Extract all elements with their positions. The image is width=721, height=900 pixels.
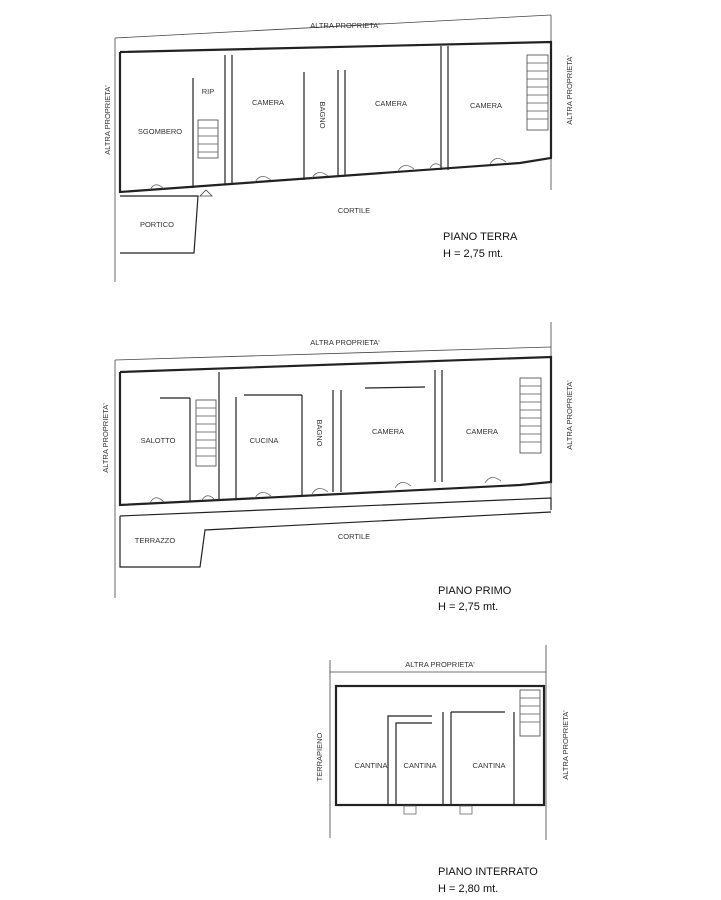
room-label: CUCINA — [249, 436, 279, 445]
north-label: ALTRA PROPRIETA' — [405, 660, 475, 669]
north-label: ALTRA PROPRIETA' — [310, 21, 380, 30]
room-label: CANTINA — [403, 761, 437, 770]
room-label: PORTICO — [139, 220, 175, 229]
floor-piano-terra — [103, 15, 574, 282]
stair-treads — [196, 408, 216, 456]
floor-piano-primo — [101, 322, 574, 613]
west-label: ALTRA PROPRIETA' — [101, 403, 110, 473]
floor-title: PIANO PRIMO — [438, 585, 512, 597]
east-label: ALTRA PROPRIETA' — [565, 55, 574, 125]
entrance-marker — [200, 190, 212, 196]
outer-wall — [120, 42, 551, 192]
floor-title: PIANO INTERRATO — [438, 866, 538, 878]
door-openings — [404, 806, 472, 814]
north-label: ALTRA PROPRIETA' — [310, 338, 380, 347]
room-label: SGOMBERO — [137, 127, 183, 136]
room-label: SALOTTO — [140, 436, 176, 445]
stair-treads — [527, 63, 548, 119]
room-label: CAMERA — [465, 427, 499, 436]
floor-height: H = 2,80 mt. — [438, 883, 499, 895]
stair-treads — [520, 698, 540, 722]
stair-treads — [198, 128, 218, 152]
stair-treads — [520, 386, 541, 442]
staircase — [520, 690, 540, 736]
door-openings — [150, 477, 501, 503]
room-label: BAGNO — [315, 419, 324, 447]
room-label: CAMERA — [251, 98, 285, 107]
room-label: CAMERA — [371, 427, 405, 436]
west-label: TERRAPIENO — [315, 732, 324, 782]
east-label: ALTRA PROPRIETA' — [565, 380, 574, 450]
courtyard-label: CORTILE — [337, 532, 371, 541]
north-boundary-line — [115, 347, 551, 360]
floor-height: H = 2,75 mt. — [443, 248, 504, 260]
partition-wall — [365, 387, 425, 388]
room-label: RIP — [201, 87, 215, 96]
east-label: ALTRA PROPRIETA' — [561, 710, 570, 780]
room-label: CAMERA — [374, 99, 408, 108]
room-label: CANTINA — [472, 761, 506, 770]
room-label: CAMERA — [469, 101, 503, 110]
floor-title: PIANO TERRA — [443, 231, 518, 243]
outer-wall — [336, 686, 544, 805]
courtyard-label: CORTILE — [337, 206, 371, 215]
terrace-wall — [120, 512, 551, 567]
west-label: ALTRA PROPRIETA' — [103, 85, 112, 155]
room-label: TERRAZZO — [134, 536, 176, 545]
floor-piano-interrato — [315, 645, 570, 895]
room-label: BAGNO — [318, 101, 327, 129]
room-label: CANTINA — [354, 761, 388, 770]
floor-height: H = 2,75 mt. — [438, 601, 499, 613]
